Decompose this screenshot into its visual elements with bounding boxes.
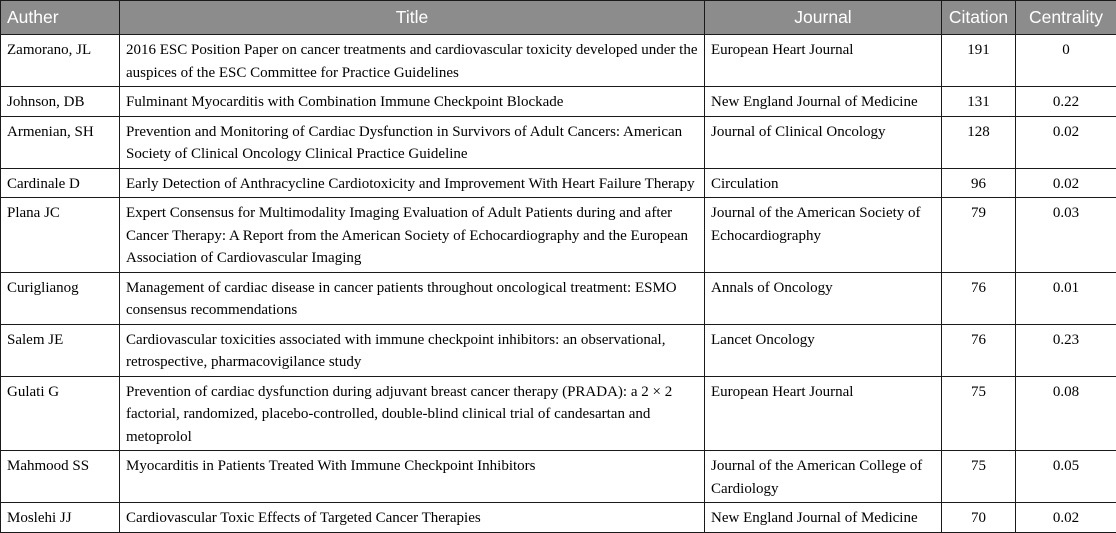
- journal-cell: European Heart Journal: [705, 35, 942, 87]
- title-cell: Management of cardiac disease in cancer patients throughout oncological treatment: ESMO consensus recommendations: [120, 272, 705, 324]
- journal-cell: New England Journal of Medicine: [705, 503, 942, 533]
- citation-cell: 96: [942, 168, 1016, 198]
- table-row: [1, 116, 1116, 168]
- table-row: [1, 168, 1116, 198]
- centrality-cell: 0.03: [1016, 198, 1116, 273]
- citation-cell: 75: [942, 451, 1016, 503]
- centrality-cell: 0: [1016, 35, 1116, 87]
- title-cell: Myocarditis in Patients Treated With Immune Checkpoint Inhibitors: [120, 451, 705, 503]
- table-row: [1, 324, 1116, 376]
- citation-cell: 76: [942, 272, 1016, 324]
- title-cell: Cardiovascular toxicities associated with immune checkpoint inhibitors: an observational, retrospective, pharmacovigilance study: [120, 324, 705, 376]
- citation-cell: 76: [942, 324, 1016, 376]
- centrality-cell: 0.02: [1016, 168, 1116, 198]
- journal-cell: Lancet Oncology: [705, 324, 942, 376]
- journal-cell: New England Journal of Medicine: [705, 87, 942, 117]
- centrality-cell: 0.01: [1016, 272, 1116, 324]
- journal-cell: Circulation: [705, 168, 942, 198]
- centrality-cell: 0.02: [1016, 116, 1116, 168]
- header-title: Title: [120, 1, 705, 35]
- citation-cell: 128: [942, 116, 1016, 168]
- journal-cell: Journal of the American College of Cardiology: [705, 451, 942, 503]
- centrality-cell: 0.22: [1016, 87, 1116, 117]
- centrality-cell: 0.23: [1016, 324, 1116, 376]
- title-cell: Prevention of cardiac dysfunction during adjuvant breast cancer therapy (PRADA): a 2 × 2 factorial, randomized, placebo-controlled, double-blind clinical trial of candesartan and metoprolol: [120, 376, 705, 451]
- author-cell: Armenian, SH: [1, 116, 120, 168]
- author-cell: Curiglianog: [1, 272, 120, 324]
- citation-cell: 79: [942, 198, 1016, 273]
- title-cell: 2016 ESC Position Paper on cancer treatments and cardiovascular toxicity developed under the auspices of the ESC Committee for Practice Guidelines: [120, 35, 705, 87]
- table-row: [1, 376, 1116, 451]
- author-cell: Cardinale D: [1, 168, 120, 198]
- journal-cell: Journal of the American Society of Echocardiography: [705, 198, 942, 273]
- author-cell: Johnson, DB: [1, 87, 120, 117]
- title-cell: Cardiovascular Toxic Effects of Targeted Cancer Therapies: [120, 503, 705, 533]
- author-cell: Gulati G: [1, 376, 120, 451]
- table-row: [1, 503, 1116, 533]
- citation-cell: 75: [942, 376, 1016, 451]
- centrality-cell: 0.02: [1016, 503, 1116, 533]
- author-cell: Moslehi JJ: [1, 503, 120, 533]
- title-cell: Early Detection of Anthracycline Cardiotoxicity and Improvement With Heart Failure Therapy: [120, 168, 705, 198]
- citation-cell: 131: [942, 87, 1016, 117]
- table-row: [1, 35, 1116, 87]
- centrality-cell: 0.08: [1016, 376, 1116, 451]
- author-cell: Salem JE: [1, 324, 120, 376]
- author-cell: Zamorano, JL: [1, 35, 120, 87]
- citation-cell: 191: [942, 35, 1016, 87]
- journal-cell: European Heart Journal: [705, 376, 942, 451]
- title-cell: Prevention and Monitoring of Cardiac Dysfunction in Survivors of Adult Cancers: American Society of Clinical Oncology Clinical Practice Guideline: [120, 116, 705, 168]
- journal-cell: Journal of Clinical Oncology: [705, 116, 942, 168]
- author-cell: Plana JC: [1, 198, 120, 273]
- title-cell: Fulminant Myocarditis with Combination Immune Checkpoint Blockade: [120, 87, 705, 117]
- header-author: Auther: [1, 1, 120, 35]
- table-row: [1, 451, 1116, 503]
- header-citation: Citation: [942, 1, 1016, 35]
- table-row: [1, 272, 1116, 324]
- header-row: [1, 1, 1116, 35]
- citation-cell: 70: [942, 503, 1016, 533]
- table-row: [1, 87, 1116, 117]
- header-centrality: Centrality: [1016, 1, 1116, 35]
- centrality-cell: 0.05: [1016, 451, 1116, 503]
- header-journal: Journal: [705, 1, 942, 35]
- table-row: [1, 198, 1116, 273]
- author-cell: Mahmood SS: [1, 451, 120, 503]
- title-cell: Expert Consensus for Multimodality Imaging Evaluation of Adult Patients during and after Cancer Therapy: A Report from the American Society of Echocardiography and the European Association of Cardiovascular Imaging: [120, 198, 705, 273]
- journal-cell: Annals of Oncology: [705, 272, 942, 324]
